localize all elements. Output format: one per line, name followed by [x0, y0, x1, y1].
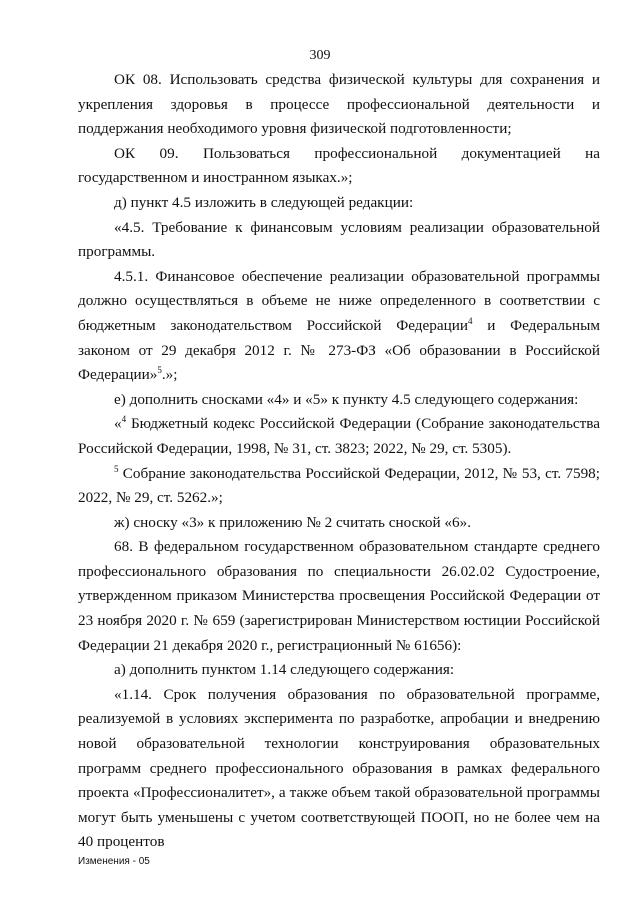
document-body [78, 68, 600, 855]
paragraph-item-e: е) дополнить сносками «4» и «5» к пункту 4.5 следующего содержания: [114, 390, 579, 408]
paragraph-68: 68. В федеральном государственном образовательном стандарте среднего профессионального образования по специальности 26.02.02 Судостроение, утвержденном приказом Министерства просвещения Российской Федерации от 23 ноября 2020 г. № 659 (зарегистрирован Министерством юстиции Российской Федерации 21 декабря 2020 г., регистрационный № 61656): [78, 538, 600, 654]
paragraph-ok08: ОК 08. Использовать средства физической культуры для сохранения и укрепления здоровья в процессе профессиональной деятельности и поддержания необходимого уровня физической подготовленности; [78, 71, 600, 138]
text-segment: 4.5.1. Финансовое обеспечение реализации образовательной программы должно осуществляться в объеме не ниже определенного в соответствии с бюджетным законодательством Российской Федерации [78, 267, 600, 334]
paragraph-item-d: д) пункт 4.5 изложить в следующей редакции: [114, 193, 414, 211]
footer-label: Изменения - 05 [78, 856, 150, 867]
paragraph-4-5: «4.5. Требование к финансовым условиям реализации образовательной программы. [78, 218, 600, 261]
footnote-mark-4: 4 [121, 414, 127, 425]
text-segment: и Федеральным законом от 29 декабря 2012 г. № 273-ФЗ «Об образовании в Российской Федерации» [78, 316, 600, 384]
footnote-ref-4: 4 [467, 315, 473, 326]
footnote-5-text [78, 462, 600, 511]
text-segment: Собрание законодательства Российской Федерации, 2012, № 53, ст. 7598; 2022, № 29, ст. 5262.»; [78, 464, 600, 507]
paragraph-1-14: «1.14. Срок получения образования по образовательной программе, реализуемой в условиях эксперимента по разработке, апробации и внедрению новой образовательной технологии конструирования образовательных программ среднего профессионального образования в рамках федерального проекта «Профессионалитет», а также объем такой образовательной программы могут быть уменьшены с учетом соответствующей ПООП, но не более чем на 40 процентов [78, 685, 600, 851]
page-number: 309 [309, 48, 331, 63]
footnote-ref-5: 5 [157, 365, 162, 376]
text-segment: Бюджетный кодекс Российской Федерации (Собрание законодательства Российской Федерации, 1998, № 31, ст. 3823; 2022, № 29, ст. 5305). [78, 415, 600, 457]
paragraph-item-a: а) дополнить пунктом 1.14 следующего содержания: [114, 661, 455, 679]
footnote-4-text [78, 412, 600, 461]
text-segment: « [114, 415, 122, 433]
paragraph-4-5-1 [78, 265, 600, 388]
paragraph-ok09: ОК 09. Пользоваться профессиональной документацией на государственном и иностранном языках.»; [78, 144, 600, 187]
footnote-mark-5: 5 [114, 463, 119, 474]
text-segment: .»; [161, 366, 178, 384]
paragraph-item-zh: ж) сноску «3» к приложению № 2 считать сноской «6». [114, 513, 472, 531]
